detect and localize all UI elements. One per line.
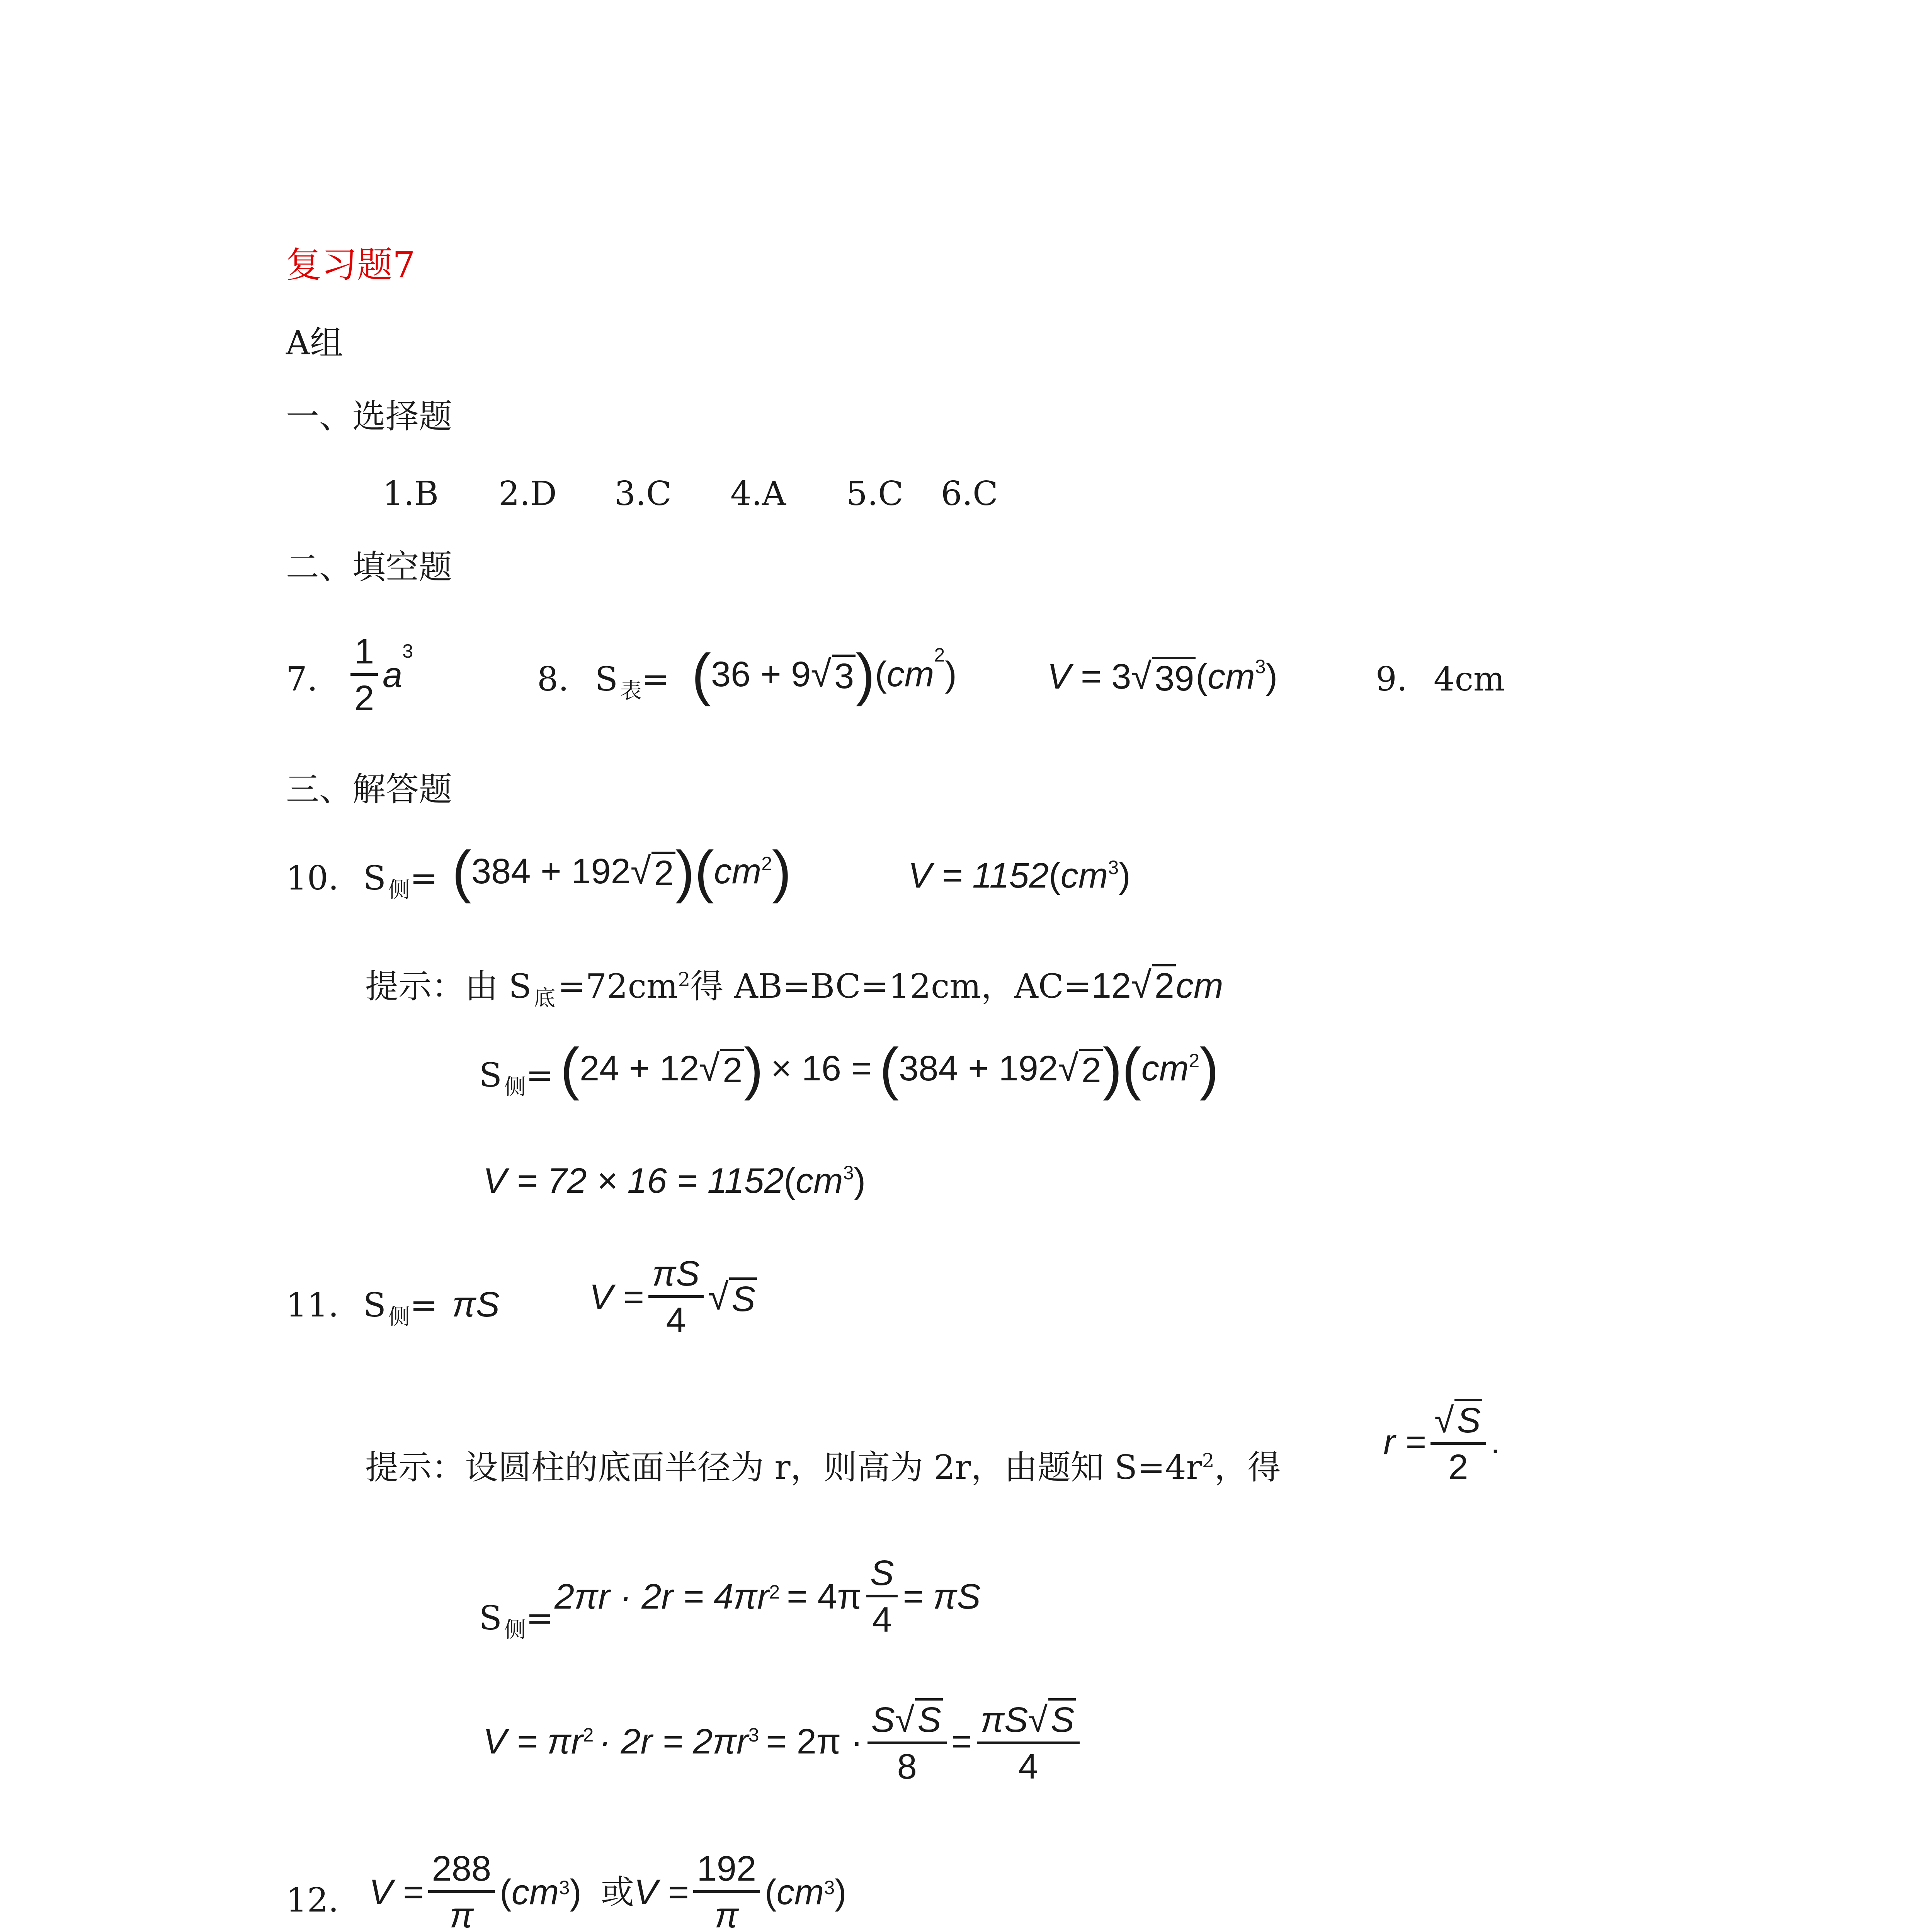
q7-answer [346, 634, 413, 716]
choice-answers [383, 474, 998, 513]
answer-6: 6.C [941, 474, 998, 513]
q8-number: 8. [537, 660, 569, 699]
q11-line2-expr: 2πr · 2r = 4πr 2 = 4π $\frac{S}{4}$ = πS [555, 1553, 981, 1639]
answer-4: 4.A [730, 474, 786, 513]
q7-frac-den: 2 [354, 679, 374, 718]
q10-hint: 提示：由 S 底 =72cm $^2$ 得 AB=BC=12cm，AC= 12 √ 2 cm [365, 964, 1223, 1011]
q9-answer: 4cm [1434, 660, 1505, 699]
q7-frac-num: 1 [350, 634, 378, 676]
q10-line2-label: S $_侧$= [479, 1056, 554, 1100]
q11-line2-label: S $_侧$= [479, 1599, 554, 1643]
q11-r-expr: r = $\frac{√S}{2}$ . [1383, 1399, 1500, 1485]
q9-number: 9. [1376, 660, 1408, 699]
q8-v-expr: V = 3 √ 39 ( cm $^3$ ) [1047, 656, 1278, 698]
q11-line3-expr: V = πr 2 · 2r = 2πr 3 = 2π · $\frac{S√S}{8}$ = $\frac{\pi S√S}{4}$ [483, 1698, 1084, 1784]
answer-1: 1.B [383, 474, 439, 513]
q10-number: 10. [286, 859, 339, 898]
q11-s-val: πS [452, 1285, 500, 1324]
q10-line3: V = 72 × 16 = 1152 ( cm $^3$ ) [483, 1161, 866, 1201]
answer-5: 5.C [846, 474, 903, 513]
group-label: A组 [286, 324, 344, 362]
q12-number: 12. [286, 1881, 339, 1920]
q11-v-expr: V = $\frac{\pi S}{4}$ √ S [589, 1256, 757, 1338]
section-fill: 二、填空题 [286, 548, 452, 587]
q8-s-expr: ( 36 + 9 √ 3 ) ( cm $^2$ ) [692, 642, 957, 707]
q10-line2-expr: ( 24 + 12 √ 2 ) × 16 = ( 384 + 192 √ 2 ) ( cm $^2$ ) [560, 1036, 1219, 1101]
q8-s-label: S $_表$= [595, 660, 670, 704]
q11-hint: 提示：设圆柱的底面半径为 r，则高为 2r，由题知 S=4r $^2$ ，得 [365, 1448, 1281, 1487]
answer-2: 2.D [498, 474, 557, 513]
q10-s-label: S $_侧$= [363, 859, 438, 903]
q10-s-expr: ( 384 + 192 √ 2 ) ( cm $^2$ ) [452, 839, 791, 904]
q12-expr: V = $\frac{288}{\pi}$ ( cm 3 ) 或 V = $\frac{192}{\pi}$ ( cm 3 ) [369, 1849, 847, 1932]
q11-number: 11. [286, 1286, 339, 1325]
section-choice: 一、选择题 [286, 397, 452, 436]
q8-s-sub: 表 [620, 679, 642, 704]
q7-exp: 3 [402, 640, 413, 662]
answer-3: 3.C [614, 474, 672, 513]
q11-s-label: S $_侧$= [363, 1286, 438, 1330]
q10-v-expr: V = 1152 ( cm $^3$ ) [908, 856, 1131, 895]
page-title: 复习题7 [286, 244, 415, 286]
q7-var: a [383, 655, 403, 695]
section-solve: 三、解答题 [286, 770, 452, 809]
q7-number: 7. [286, 660, 318, 699]
